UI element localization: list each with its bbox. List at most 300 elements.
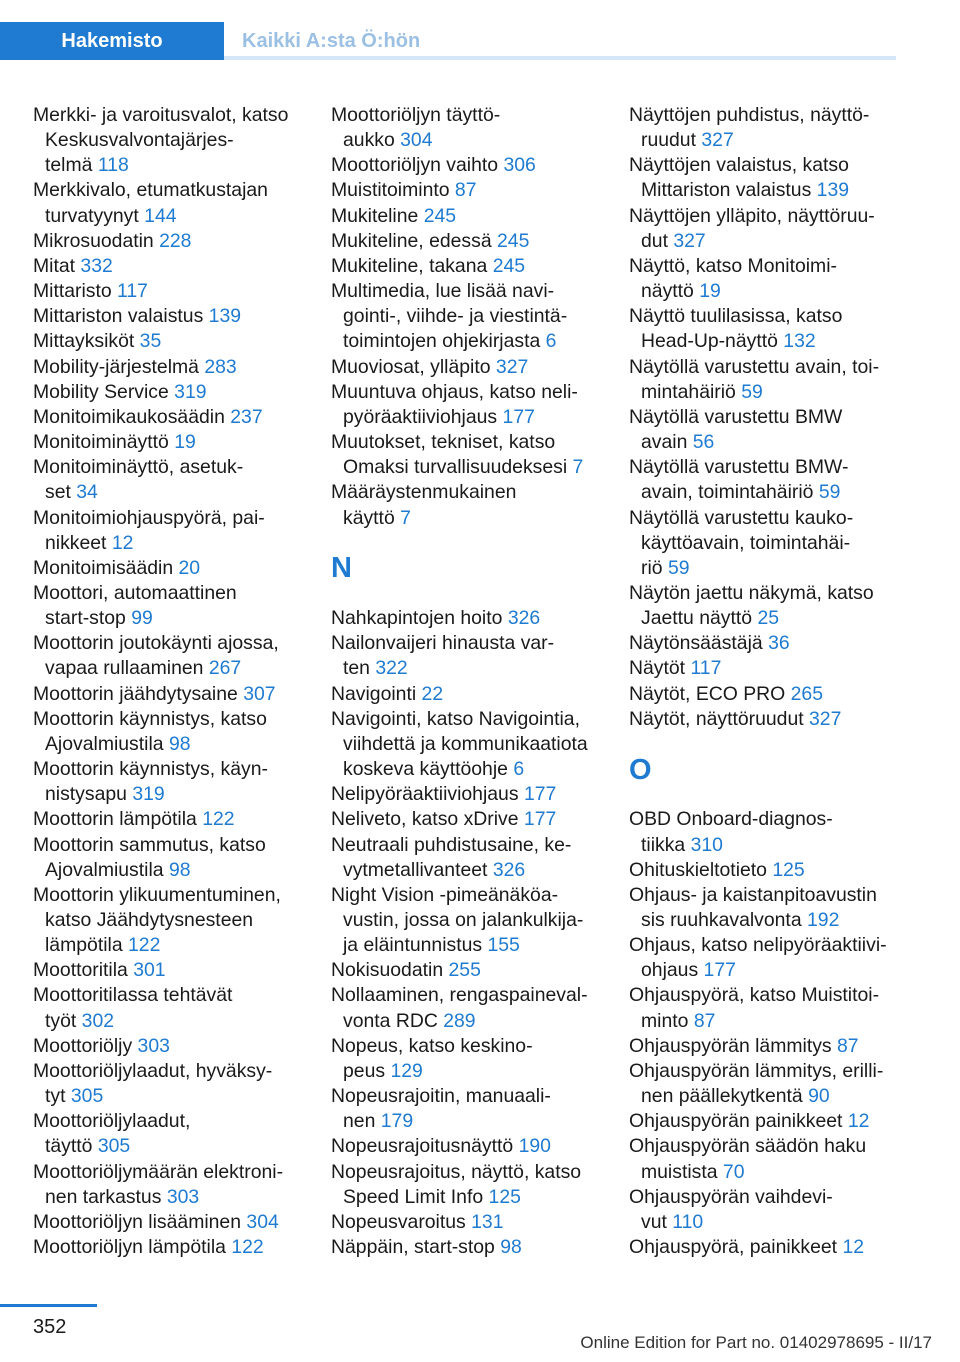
page-link[interactable]: 289 — [443, 1009, 476, 1032]
page-link[interactable]: 6 — [545, 330, 557, 353]
index-entry — [629, 1134, 929, 1184]
index-entry — [331, 1210, 621, 1235]
index-entry — [331, 279, 621, 354]
page-link[interactable]: 177 — [523, 808, 557, 831]
entry-text: nistysapu — [45, 783, 127, 806]
entry-text: Nopeus, katso keskino- — [331, 1034, 533, 1057]
entry-text: tiikka — [641, 833, 686, 856]
page-link[interactable]: 267 — [208, 657, 242, 680]
index-entry — [629, 204, 929, 254]
index-entry — [331, 380, 621, 430]
entry-text: Ajovalmiustila — [45, 858, 164, 881]
entry-text: Nopeusvaroitus — [331, 1210, 466, 1233]
page-link[interactable]: 87 — [454, 179, 477, 202]
index-entry — [33, 178, 323, 228]
page-link[interactable]: 192 — [807, 909, 840, 932]
index-entry — [33, 983, 323, 1033]
tab-hakemisto[interactable]: Hakemisto — [0, 22, 224, 60]
page-link[interactable]: 177 — [502, 405, 535, 428]
entry-text: vustin, jossa on jalankulkija- — [343, 909, 584, 932]
entry-text: Mobility Service — [33, 380, 169, 403]
index-entry — [331, 1134, 621, 1159]
page-link[interactable]: 177 — [523, 783, 557, 806]
index-entry — [629, 631, 929, 656]
page-link[interactable]: 6 — [513, 758, 525, 781]
index-entry — [33, 682, 323, 707]
index-entry — [331, 1160, 621, 1210]
index-entry — [33, 1235, 323, 1260]
index-column-2 — [331, 103, 621, 1260]
entry-text: Omaksi turvallisuudeksesi — [343, 456, 568, 479]
page-link[interactable]: 265 — [790, 682, 823, 705]
page-link[interactable]: 56 — [692, 431, 715, 454]
entry-text: toimintojen ohjekirjasta — [343, 330, 541, 353]
index-entry — [331, 606, 621, 631]
page-link[interactable]: 7 — [400, 506, 411, 529]
entry-text: ohjaus — [641, 959, 699, 982]
entry-text: Merkki- ja varoitusvalot, katso — [33, 104, 289, 126]
page-link[interactable]: 301 — [133, 959, 166, 982]
entry-text: Näppäin, start-stop — [331, 1236, 495, 1259]
entry-text: Mukiteline, edessä — [331, 229, 492, 252]
entry-text: Mukiteline — [331, 204, 419, 227]
tab-kaikki-a-o[interactable]: Kaikki A:sta Ö:hön — [242, 30, 421, 52]
index-entry — [629, 304, 929, 354]
page-link[interactable]: 19 — [174, 431, 196, 454]
entry-text: Navigointi — [331, 682, 417, 705]
index-entry — [33, 707, 323, 757]
index-entry — [629, 254, 929, 304]
index-entry — [629, 355, 929, 405]
entry-text: Nailonvaijeri hinausta var- — [331, 632, 555, 655]
entry-text: Ohituskieltotieto — [629, 858, 767, 881]
index-entry — [629, 1109, 929, 1134]
entry-text: riö — [641, 556, 663, 579]
page-link[interactable]: 305 — [97, 1135, 131, 1158]
footer-edition: Online Edition for Part no. 01402978695 - II/17 — [580, 1333, 932, 1352]
entry-text: Night Vision -pimeänäköa- — [331, 883, 559, 906]
page-link[interactable]: 125 — [488, 1185, 521, 1208]
entry-text: start-stop — [45, 607, 126, 630]
index-entry — [33, 355, 323, 380]
entry-text: Merkkivalo, etumatkustajan — [33, 179, 268, 202]
page-link[interactable]: 255 — [448, 959, 481, 982]
entry-text: Näytöllä varustettu avain, toi- — [629, 355, 880, 378]
entry-text: nikkeet — [45, 531, 107, 554]
entry-text: Moottorin lämpötila — [33, 808, 197, 831]
entry-text: pyöräaktiiviohjaus — [343, 405, 498, 428]
page-link[interactable]: 12 — [842, 1236, 865, 1259]
entry-text: työt — [45, 1009, 77, 1032]
index-entry — [331, 807, 621, 832]
page-link[interactable]: 327 — [673, 229, 706, 252]
page-link[interactable]: 36 — [768, 632, 790, 655]
entry-text: Mittariston valaistus — [641, 179, 812, 202]
index-entry — [33, 631, 323, 681]
entry-text: näyttö — [641, 280, 694, 303]
index-entry — [331, 204, 621, 229]
page-link[interactable]: 228 — [159, 229, 192, 252]
index-entry — [331, 153, 621, 178]
entry-text: vonta RDC — [343, 1009, 438, 1032]
entry-text: viihdettä ja kommunikaatiota — [343, 732, 588, 755]
index-entry — [629, 581, 929, 631]
page-link[interactable]: 117 — [690, 657, 722, 680]
index-entry — [33, 455, 323, 505]
index-entry — [33, 405, 323, 430]
entry-text: Moottoriöljyn vaihto — [331, 154, 499, 177]
entry-text: Nopeusrajoitus, näyttö, katso — [331, 1160, 582, 1183]
entry-text: Näytöllä varustettu kauko- — [629, 506, 854, 529]
entry-text: Muoviosat, ylläpito — [331, 355, 491, 378]
index-entry — [629, 933, 929, 983]
entry-text: Näyttöjen valaistus, katso — [629, 154, 849, 177]
entry-text: gointi-, viihde- ja viestintä- — [343, 305, 568, 328]
page-link[interactable]: 98 — [168, 858, 191, 881]
entry-text: ten — [343, 657, 370, 680]
page-link[interactable]: 307 — [243, 682, 276, 705]
entry-text: avain, toimintahäiriö — [641, 481, 814, 504]
entry-text: Nopeusrajoitin, manuaali- — [331, 1085, 551, 1108]
header-bar — [0, 22, 896, 60]
entry-text: Ajovalmiustila — [45, 732, 164, 755]
entry-text: Monitoiminäyttö, asetuk- — [33, 456, 244, 479]
entry-text: Mittayksiköt — [33, 330, 135, 353]
entry-text: Ohjauspyörän vaihdevi- — [629, 1185, 833, 1208]
entry-text: OBD Onboard-diagnos- — [629, 808, 833, 831]
entry-text: Mittariston valaistus — [33, 305, 204, 328]
page-link[interactable]: 122 — [128, 934, 161, 957]
entry-text: Näytöt, ECO PRO — [629, 682, 786, 705]
page-number-rule — [0, 1304, 97, 1307]
entry-text: Ohjauspyörä, katso Muistitoi- — [629, 984, 880, 1007]
page-link[interactable]: 306 — [503, 154, 536, 177]
entry-text: Monitoimiohjauspyörä, pai- — [33, 506, 265, 529]
page-link[interactable]: 177 — [703, 959, 736, 982]
entry-text: telmä — [45, 154, 93, 177]
page-link[interactable]: 25 — [757, 607, 780, 630]
entry-text: nen päällekytkentä — [641, 1085, 803, 1108]
entry-text: Moottori, automaattinen — [33, 581, 237, 604]
entry-text: vut — [641, 1210, 667, 1233]
entry-text: Multimedia, lue lisää navi- — [331, 280, 555, 303]
index-entry — [629, 1034, 929, 1059]
index-entry — [331, 833, 621, 883]
page-link[interactable]: 19 — [699, 280, 721, 303]
page-link[interactable]: 131 — [471, 1210, 504, 1233]
entry-text: Speed Limit Info — [343, 1185, 484, 1208]
page-link[interactable]: 303 — [137, 1034, 170, 1057]
entry-text: Monitoimikaukosäädin — [33, 405, 225, 428]
index-entry — [629, 656, 929, 681]
index-entry — [331, 229, 621, 254]
index-entry — [33, 229, 323, 254]
entry-text: Mitat — [33, 254, 76, 277]
index-entry — [629, 153, 929, 203]
page-link[interactable]: 59 — [818, 481, 841, 504]
page-link[interactable]: 34 — [76, 481, 98, 504]
index-entry — [629, 983, 929, 1033]
index-entry — [33, 103, 323, 178]
index-entry — [331, 254, 621, 279]
entry-text: käyttöavain, toimintahäi- — [641, 531, 851, 554]
page-link[interactable]: 245 — [492, 254, 526, 277]
page-link[interactable]: 327 — [495, 355, 529, 378]
page-link[interactable]: 332 — [80, 254, 113, 277]
index-entry — [331, 178, 621, 203]
entry-text: Näytöt — [629, 657, 686, 680]
page-link[interactable]: 283 — [204, 355, 237, 378]
entry-text: aukko — [343, 129, 395, 152]
page-link[interactable]: 98 — [168, 732, 191, 755]
index-entry — [33, 833, 323, 883]
entry-text: Neutraali puhdistusaine, ke- — [331, 833, 572, 856]
entry-text: täyttö — [45, 1135, 93, 1158]
entry-text: Näytön jaettu näkymä, katso — [629, 581, 874, 604]
index-entry — [331, 983, 621, 1033]
entry-text: turvatyynyt — [45, 204, 139, 227]
index-entry — [331, 480, 621, 530]
page-link[interactable]: 319 — [174, 380, 207, 403]
index-entry — [629, 707, 929, 732]
index-column-3 — [629, 103, 929, 1260]
index-entry — [629, 682, 929, 707]
index-entry — [33, 1210, 323, 1235]
entry-text: Näyttö, katso Monitoimi- — [629, 254, 837, 277]
page-link[interactable]: 35 — [139, 330, 162, 353]
entry-text: Mobility-järjestelmä — [33, 355, 199, 378]
index-entry — [629, 455, 929, 505]
entry-text: Moottorin käynnistys, käyn- — [33, 758, 268, 781]
index-entry — [331, 1084, 621, 1134]
entry-text: Mikrosuodatin — [33, 229, 154, 252]
entry-text: tyt — [45, 1085, 66, 1108]
index-entry — [629, 1185, 929, 1235]
entry-text: Määräystenmukainen — [331, 481, 517, 504]
entry-text: Moottoriöljy — [33, 1034, 133, 1057]
entry-text: käyttö — [343, 506, 395, 529]
entry-text: mintahäiriö — [641, 380, 736, 403]
entry-text: Näytönsäästäjä — [629, 632, 763, 655]
entry-text: Moottoritilassa tehtävät — [33, 984, 233, 1007]
page-link[interactable]: 319 — [132, 783, 165, 806]
entry-text: Monitoimisäädin — [33, 556, 174, 579]
entry-text: Näyttö tuulilasissa, katso — [629, 305, 843, 328]
page-link[interactable]: 327 — [809, 707, 842, 730]
index-entry — [629, 506, 929, 581]
index-entry — [33, 329, 323, 354]
index-entry — [629, 103, 929, 153]
index-entry — [331, 103, 621, 153]
page-link[interactable]: 87 — [693, 1009, 716, 1032]
entry-text: Ohjauspyörä, painikkeet — [629, 1236, 838, 1259]
entry-text: nen tarkastus — [45, 1185, 162, 1208]
entry-text: Ohjaus, katso nelipyöräaktiivi- — [629, 934, 887, 957]
index-entry — [33, 958, 323, 983]
index-entry — [33, 807, 323, 832]
index-entry — [33, 581, 323, 631]
index-entry — [331, 682, 621, 707]
page-link[interactable]: 327 — [701, 129, 734, 152]
index-entry — [33, 254, 323, 279]
entry-text: Moottoriöljyn täyttö- — [331, 104, 501, 126]
index-entry — [33, 279, 323, 304]
entry-text: Muuntuva ohjaus, katso neli- — [331, 380, 578, 403]
page-link[interactable]: 132 — [783, 330, 816, 353]
entry-text: sis ruuhkavalvonta — [641, 909, 802, 932]
entry-text: peus — [343, 1059, 386, 1082]
entry-text: minto — [641, 1009, 689, 1032]
entry-text: Näyttöjen ylläpito, näyttöruu- — [629, 204, 875, 227]
index-entry — [629, 858, 929, 883]
page-link[interactable]: 303 — [166, 1185, 200, 1208]
page-link[interactable]: 179 — [380, 1110, 414, 1133]
entry-text: nen — [343, 1110, 376, 1133]
entry-text: ja eläintunnistus — [343, 934, 483, 957]
page-link[interactable]: 110 — [672, 1210, 704, 1233]
section-letter: N — [331, 552, 352, 585]
page-link[interactable]: 139 — [208, 305, 242, 328]
page-link[interactable]: 326 — [492, 858, 526, 881]
entry-text: Näytöllä varustettu BMW — [629, 405, 843, 428]
entry-text: Head-Up-näyttö — [641, 330, 778, 353]
entry-text: Moottorin sammutus, katso — [33, 833, 266, 856]
page-link[interactable]: 125 — [772, 858, 805, 881]
entry-text: Nopeusrajoitusnäyttö — [331, 1135, 514, 1158]
entry-text: Muutokset, tekniset, katso — [331, 431, 556, 454]
page-link[interactable]: 245 — [423, 204, 457, 227]
entry-text: Ohjaus- ja kaistanpitoavustin — [629, 883, 877, 906]
entry-text: koskeva käyttöohje — [343, 758, 508, 781]
entry-text: set — [45, 481, 71, 504]
entry-text: muistista — [641, 1160, 718, 1183]
entry-text: lämpötila — [45, 934, 123, 957]
index-entry — [629, 405, 929, 455]
page-link[interactable]: 155 — [487, 934, 520, 957]
page-link[interactable]: 59 — [741, 380, 763, 403]
entry-text: Moottorin käynnistys, katso — [33, 707, 267, 730]
page-link[interactable]: 122 — [231, 1236, 264, 1259]
index-entry — [331, 430, 621, 480]
page-link[interactable]: 90 — [808, 1085, 830, 1108]
page-link[interactable]: 20 — [178, 556, 201, 579]
page-link[interactable]: 12 — [111, 531, 134, 554]
entry-text: Moottoriöljymäärän elektroni- — [33, 1160, 284, 1183]
entry-text: Neliveto, katso xDrive — [331, 808, 519, 831]
page-link[interactable]: 144 — [144, 204, 177, 227]
page-link[interactable]: 302 — [81, 1009, 115, 1032]
index-entry — [33, 1059, 323, 1109]
page-link[interactable]: 310 — [690, 833, 723, 856]
entry-text: Nelipyöräaktiiviohjaus — [331, 783, 519, 806]
page-link[interactable]: 304 — [400, 129, 433, 152]
page-link[interactable]: 122 — [202, 808, 235, 831]
entry-text: Ohjauspyörän lämmitys — [629, 1034, 832, 1057]
index-entry — [33, 556, 323, 581]
entry-text: Keskusvalvontajärjes- — [45, 129, 234, 152]
index-entry — [331, 958, 621, 983]
entry-text: Nollaaminen, rengaspaineval- — [331, 984, 588, 1007]
index-entry — [33, 430, 323, 455]
page-link[interactable]: 87 — [837, 1034, 859, 1057]
page-link[interactable]: 12 — [847, 1110, 870, 1133]
index-entry — [331, 707, 621, 782]
index-entry — [331, 1034, 621, 1084]
index-entry — [33, 1160, 323, 1210]
entry-text: Moottorin joutokäynti ajossa, — [33, 632, 279, 655]
entry-text: Mittaristo — [33, 280, 112, 303]
entry-text: Näyttöjen puhdistus, näyttö- — [629, 104, 870, 126]
index-entry — [331, 1235, 621, 1260]
page-link[interactable]: 305 — [70, 1085, 104, 1108]
page-link[interactable]: 129 — [390, 1059, 423, 1082]
entry-text: Moottoriöljylaadut, hyväksy- — [33, 1059, 273, 1082]
page-link[interactable]: 7 — [572, 456, 584, 479]
page-link[interactable]: 22 — [421, 682, 444, 705]
entry-text: Nahkapintojen hoito — [331, 607, 503, 630]
page-link[interactable]: 326 — [507, 607, 541, 630]
index-entry — [629, 1059, 929, 1109]
entry-text: Navigointi, katso Navigointia, — [331, 707, 580, 730]
entry-text: Mukiteline, takana — [331, 254, 488, 277]
entry-text: Moottoriöljylaadut, — [33, 1110, 191, 1133]
entry-text: katso Jäähdytysnesteen — [45, 909, 254, 931]
page-link[interactable]: 98 — [500, 1236, 522, 1259]
entry-text: avain — [641, 431, 688, 454]
page-link[interactable]: 70 — [722, 1160, 745, 1183]
index-entry — [33, 506, 323, 556]
entry-text: vapaa rullaaminen — [45, 657, 204, 680]
page-link[interactable]: 237 — [230, 405, 263, 428]
entry-text: Moottoriöljyn lämpötila — [33, 1236, 226, 1259]
page-link[interactable]: 322 — [375, 657, 408, 680]
index-entry — [33, 757, 323, 807]
entry-text: Moottoriöljyn lisääminen — [33, 1210, 242, 1233]
index-entry — [331, 883, 621, 958]
entry-text: Muistitoiminto — [331, 179, 450, 202]
index-entry — [33, 1034, 323, 1059]
entry-text: Ohjauspyörän säädön haku — [629, 1135, 867, 1158]
index-entry — [629, 1235, 929, 1260]
index-entry — [331, 631, 621, 681]
page-link[interactable]: 99 — [131, 607, 153, 630]
entry-text: Moottorin ylikuumentuminen, — [33, 883, 281, 906]
page-link[interactable]: 304 — [246, 1210, 279, 1233]
entry-text: Ohjauspyörän painikkeet — [629, 1110, 843, 1133]
page-link[interactable]: 190 — [518, 1135, 551, 1158]
entry-text: Ohjauspyörän lämmitys, erilli- — [629, 1059, 884, 1082]
entry-text: vytmetallivanteet — [343, 858, 488, 881]
page-link[interactable]: 118 — [97, 154, 129, 177]
page-link[interactable]: 245 — [497, 229, 530, 252]
index-column-1 — [33, 103, 323, 1260]
entry-text: Monitoiminäyttö — [33, 431, 169, 454]
index-entry — [629, 883, 929, 933]
page-link[interactable]: 59 — [667, 556, 690, 579]
entry-text: Näytöt, näyttöruudut — [629, 707, 804, 730]
index-entry — [33, 380, 323, 405]
page-link[interactable]: 117 — [117, 280, 148, 303]
page-number: 352 — [33, 1316, 67, 1338]
entry-text: dut — [641, 229, 668, 252]
index-entry — [629, 807, 929, 857]
entry-text: Nokisuodatin — [331, 959, 444, 982]
entry-text: Näytöllä varustettu BMW- — [629, 456, 849, 479]
entry-text: ruudut — [641, 129, 696, 152]
section-letter: O — [629, 753, 652, 786]
entry-text: Moottoritila — [33, 959, 128, 982]
page-link[interactable]: 139 — [816, 179, 850, 202]
